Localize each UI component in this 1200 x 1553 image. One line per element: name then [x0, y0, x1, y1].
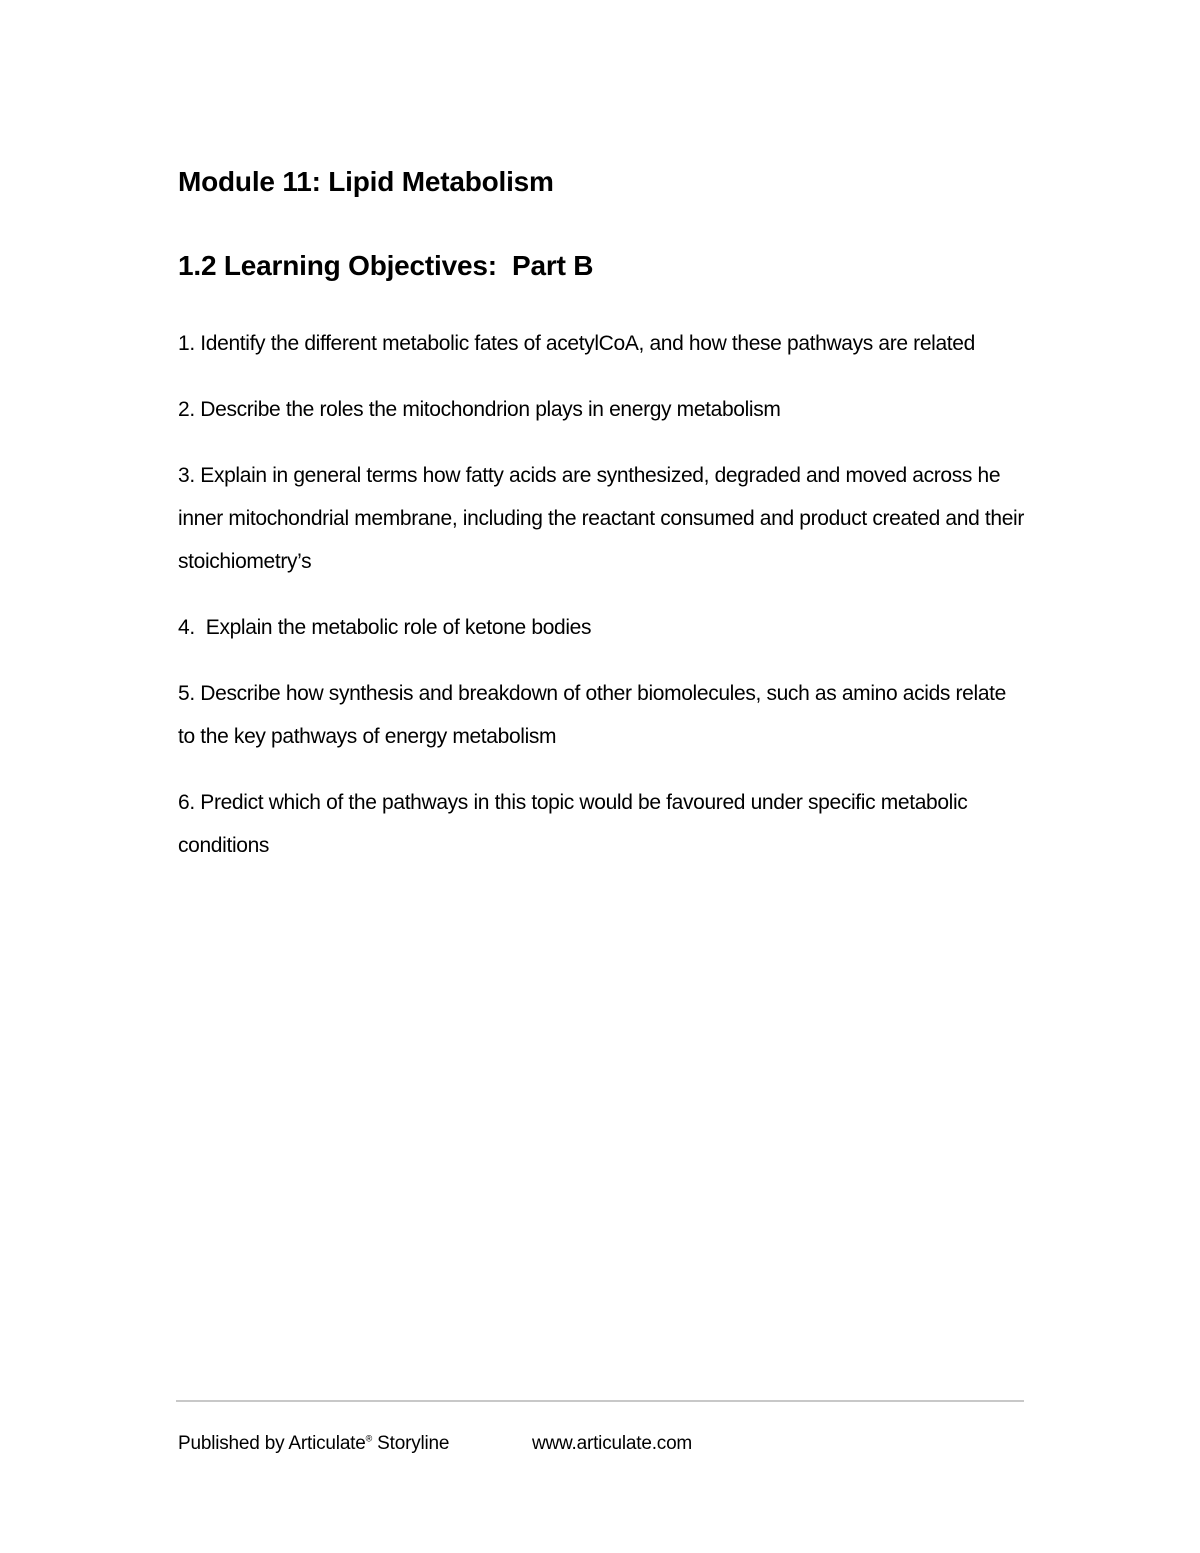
module-title: Module 11: Lipid Metabolism	[178, 166, 554, 197]
objective-5: 5. Describe how synthesis and breakdown of other biomolecules, such as amino acids relate to the key pathways of energy metabolism	[178, 682, 1012, 748]
objective-4: 4. Explain the metabolic role of ketone bodies	[178, 616, 592, 639]
footer-website-link[interactable]: www.articulate.com	[532, 1433, 693, 1454]
footer-publisher	[178, 1433, 532, 1455]
objectives-list	[178, 322, 1028, 890]
footer-publisher-suffix: Storyline	[372, 1433, 450, 1454]
footer-divider	[176, 1400, 1024, 1402]
registered-mark: ®	[365, 1433, 373, 1444]
objective-1: 1. Identify the different metabolic fates of acetylCoA, and how these pathways are related	[178, 332, 975, 355]
footer	[178, 1433, 692, 1455]
objective-6: 6. Predict which of the pathways in this topic would be favoured under specific metabolic conditions	[178, 791, 973, 857]
objective-2: 2. Describe the roles the mitochondrion plays in energy metabolism	[178, 398, 781, 421]
footer-publisher-prefix: Published by Articulate	[178, 1433, 366, 1454]
objective-3: 3. Explain in general terms how fatty acids are synthesized, degraded and moved across he inner mitochondrial membrane, including the reactant consumed and product created and their stoichiometry’s	[178, 464, 1030, 573]
section-title: 1.2 Learning Objectives: Part B	[178, 250, 594, 281]
